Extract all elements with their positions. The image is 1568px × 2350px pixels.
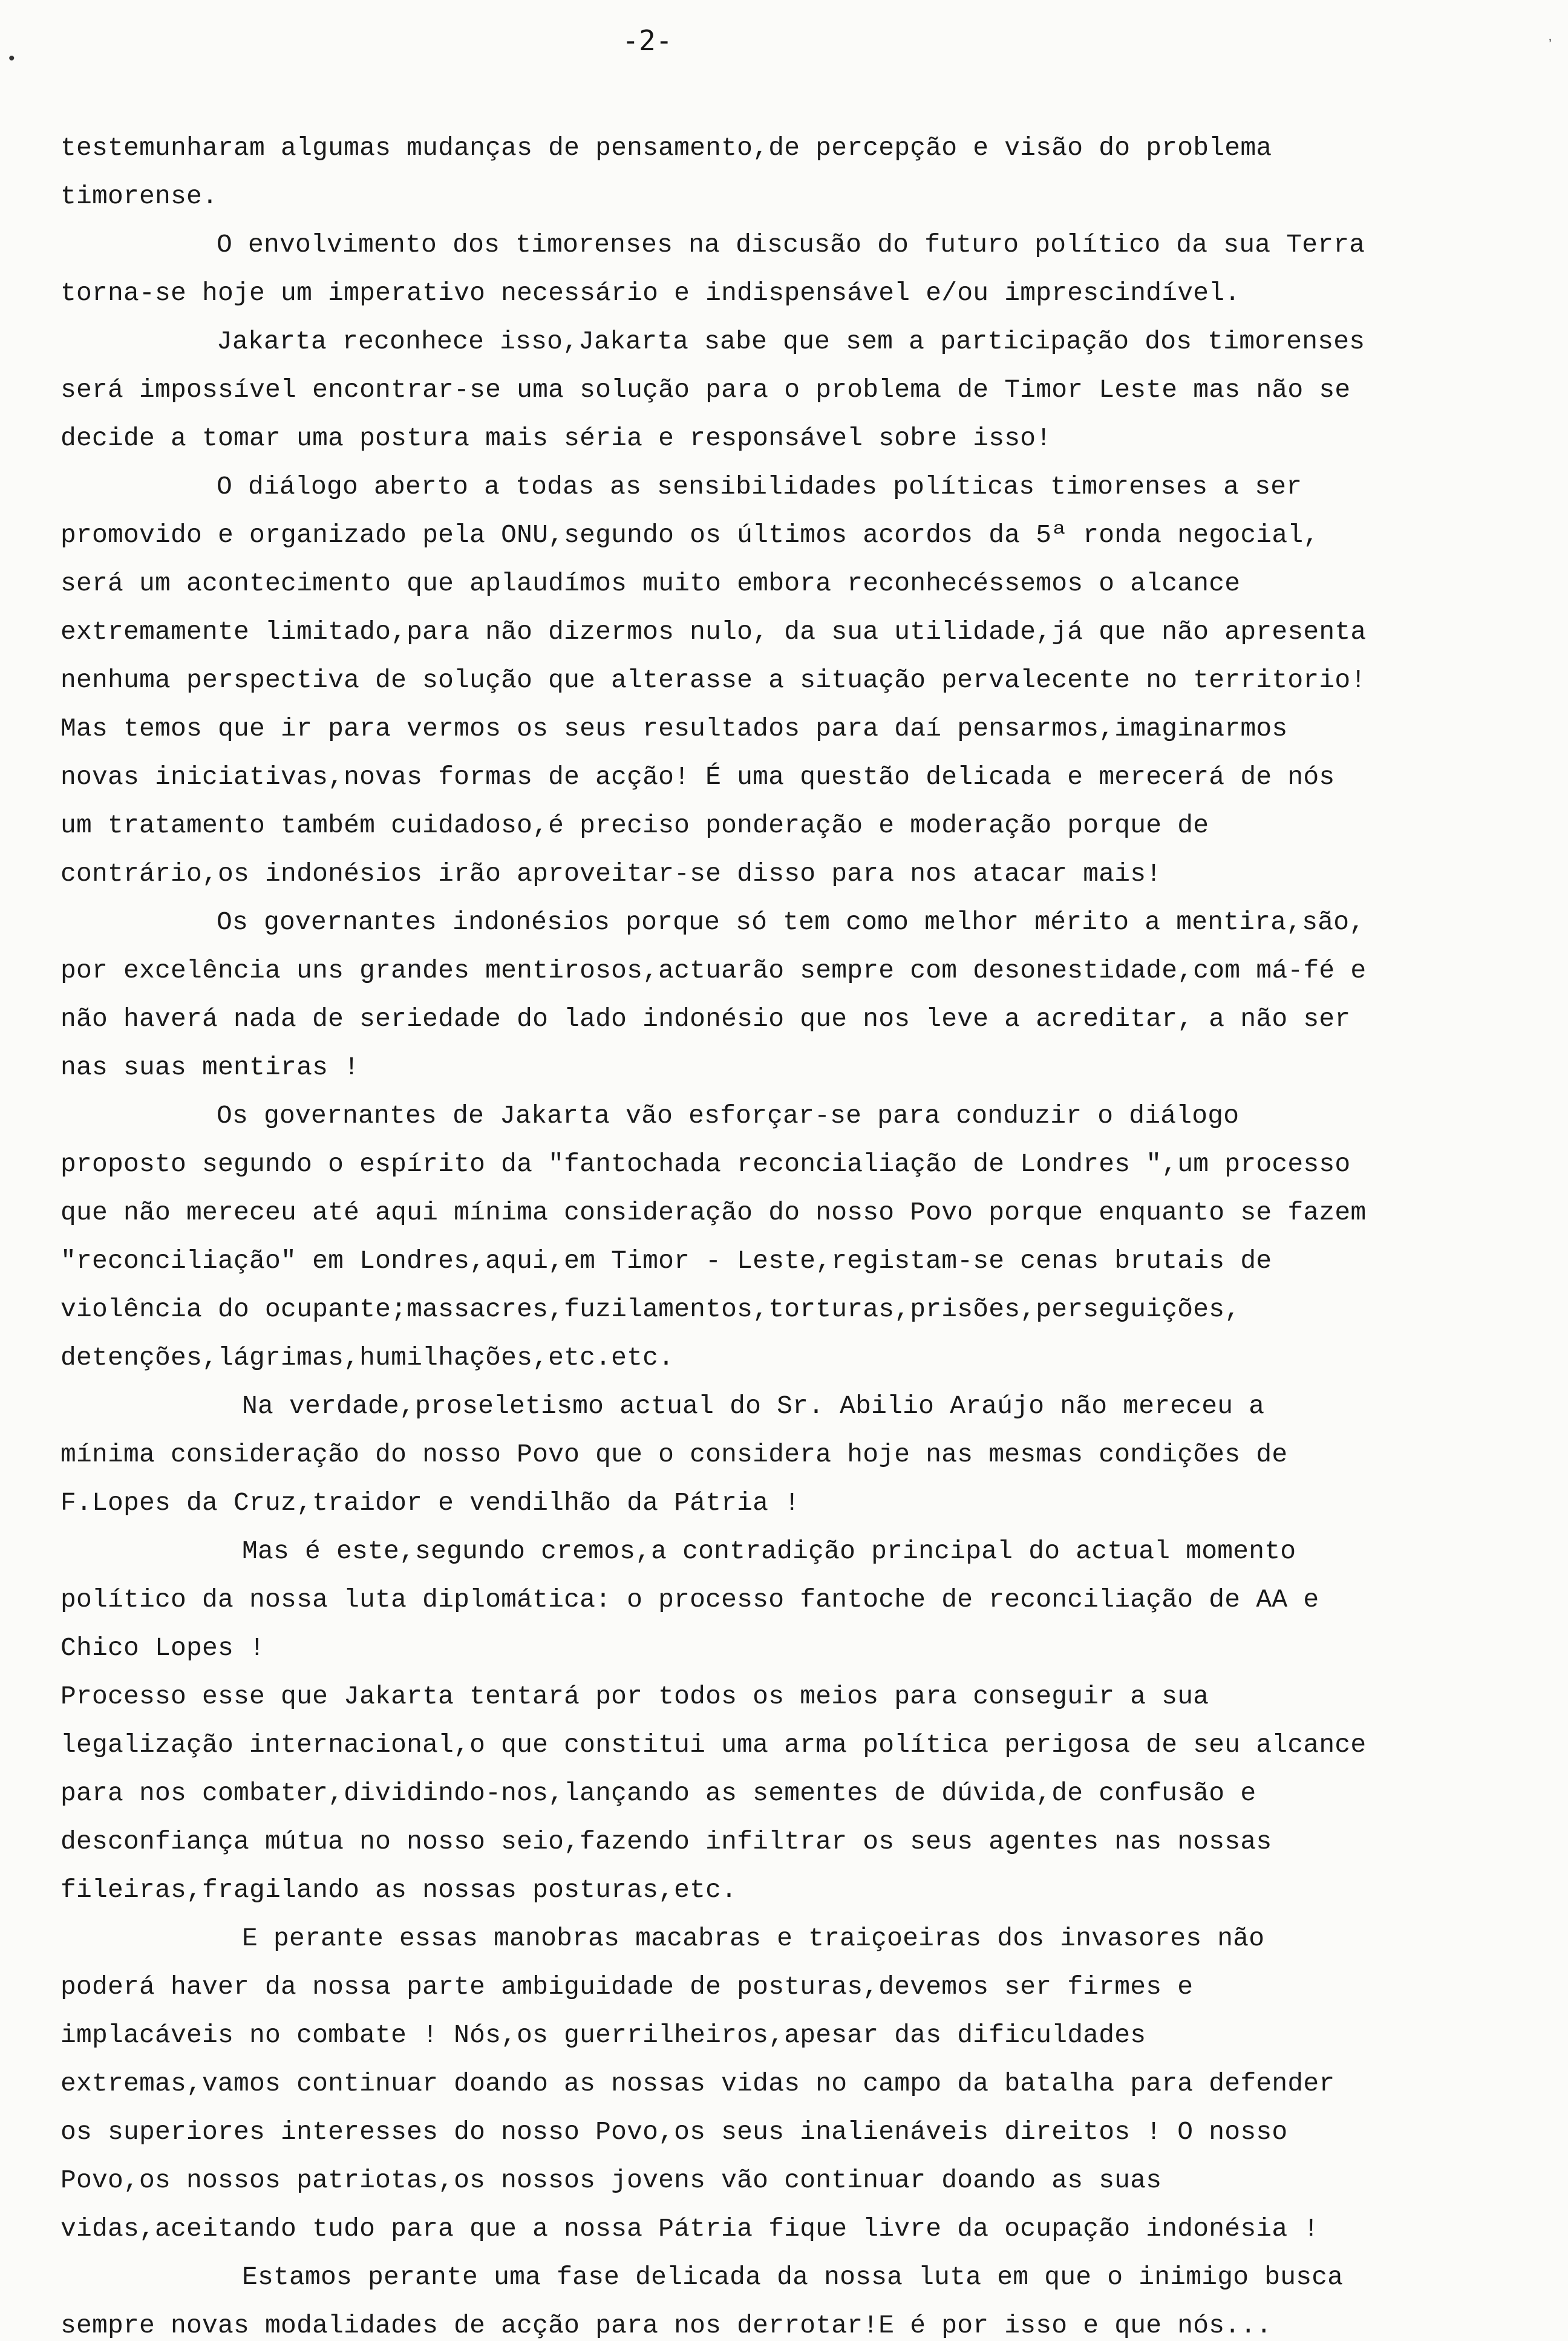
paragraph-8: Mas é este,segundo cremos,a contradição principal do actual momento político da nossa luta diplomática: o processo fantoche de reconciliação de AA e Chico Lopes ! bbox=[60, 1536, 1319, 1663]
paragraph-3: Jakarta reconhece isso,Jakarta sabe que sem a participação dos timorenses será impossível encontrar-se uma solução para o problema de Timor Leste mas não se decide a tomar uma postura mais séria e responsável sobre isso! bbox=[60, 327, 1365, 453]
paragraph-6: Os governantes de Jakarta vão esforçar-se para conduzir o diálogo proposto segundo o espírito da "fantochada reconcialiação de Londres ",um processo que não mereceu até aqui mínima consideração do nosso Povo porque enquanto se fazem "reconciliação" em Londres,aqui,em Timor - Leste,registam-se cenas brutais de violência do ocupante;massacres,fuzilamentos,torturas,prisões,perseguições, detenções,lágrimas,humilhações,etc.etc. bbox=[60, 1101, 1367, 1372]
paragraph-11: Estamos perante uma fase delicada da nossa luta em que o inimigo busca sempre novas modalidades de acção para nos derrotar!E é por isso e que nós... bbox=[60, 2262, 1344, 2340]
paragraph-7: Na verdade,proseletismo actual do Sr. Abilio Araújo não mereceu a mínima consideração do nosso Povo que o considera hoje nas mesmas condições de F.Lopes da Cruz,traidor e vendilhão da Pátria ! bbox=[60, 1391, 1288, 1518]
paragraph-9: Processo esse que Jakarta tentará por todos os meios para conseguir a sua legalização internacional,o que constitui uma arma política perigosa de seu alcance para nos combater,dividindo-nos,lançando as sementes de dúvida,de confusão e desconfiança mútua no nosso seio,fazendo infiltrar os seus agentes nas nossas fileiras,fragilando as nossas posturas,etc. bbox=[60, 1682, 1367, 1905]
paragraph-4: O diálogo aberto a todas as sensibilidades políticas timorenses a ser promovido e organizado pela ONU,segundo os últimos acordos da 5ª ronda negocial, será um acontecimento que aplaudímos muito embora reconhecéssemos o alcance extremamente limitado,para não dizermos nulo, da sua utilidade,já que não apresenta nenhuma perspectiva de solução que alterasse a situação pervalecente no territorio! Mas temos que ir para vermos os seus resultados para daí pensarmos,imaginarmos novas iniciativas,novas formas de acção! É uma questão delicada e merecerá de nós um tratamento também cuidadoso,é preciso ponderação e moderação porque de contrário,os indonésios irão aproveitar-se disso para nos atacar mais! bbox=[60, 472, 1367, 889]
paragraph-5: Os governantes indonésios porque só tem como melhor mérito a mentira,são, por excelência uns grandes mentirosos,actuarão sempre com desonestidade,com má-fé e não haverá nada de seriedade do lado indonésio que nos leve a acreditar, a não ser nas suas mentiras ! bbox=[60, 907, 1367, 1082]
page-number: -2- bbox=[622, 24, 673, 57]
scan-speck-top-left: • bbox=[8, 48, 15, 68]
paragraph-1: testemunharam algumas mudanças de pensamento,de percepção e visão do problema timorense. bbox=[60, 133, 1272, 211]
paragraph-10: E perante essas manobras macabras e traiçoeiras dos invasores não poderá haver da nossa parte ambiguidade de posturas,devemos ser firmes e implacáveis no combate ! Nós,os guerrilheiros,apesar das dificuldades extremas,vamos continuar doando as nossas vidas no campo da batalha para defender os superiores interesses do nosso Povo,os seus inalienáveis direitos ! O nosso Povo,os nossos patriotas,os nossos jovens vão continuar doando as suas vidas,aceitando tudo para que a nossa Pátria fique livre da ocupação indonésia ! bbox=[60, 1924, 1335, 2244]
document-body bbox=[60, 124, 1367, 2350]
scan-speck-top-right: ’ bbox=[1549, 36, 1552, 51]
paragraph-2: O envolvimento dos timorenses na discusão do futuro político da sua Terra torna-se hoje um imperativo necessário e indispensável e/ou imprescindível. bbox=[60, 230, 1365, 308]
